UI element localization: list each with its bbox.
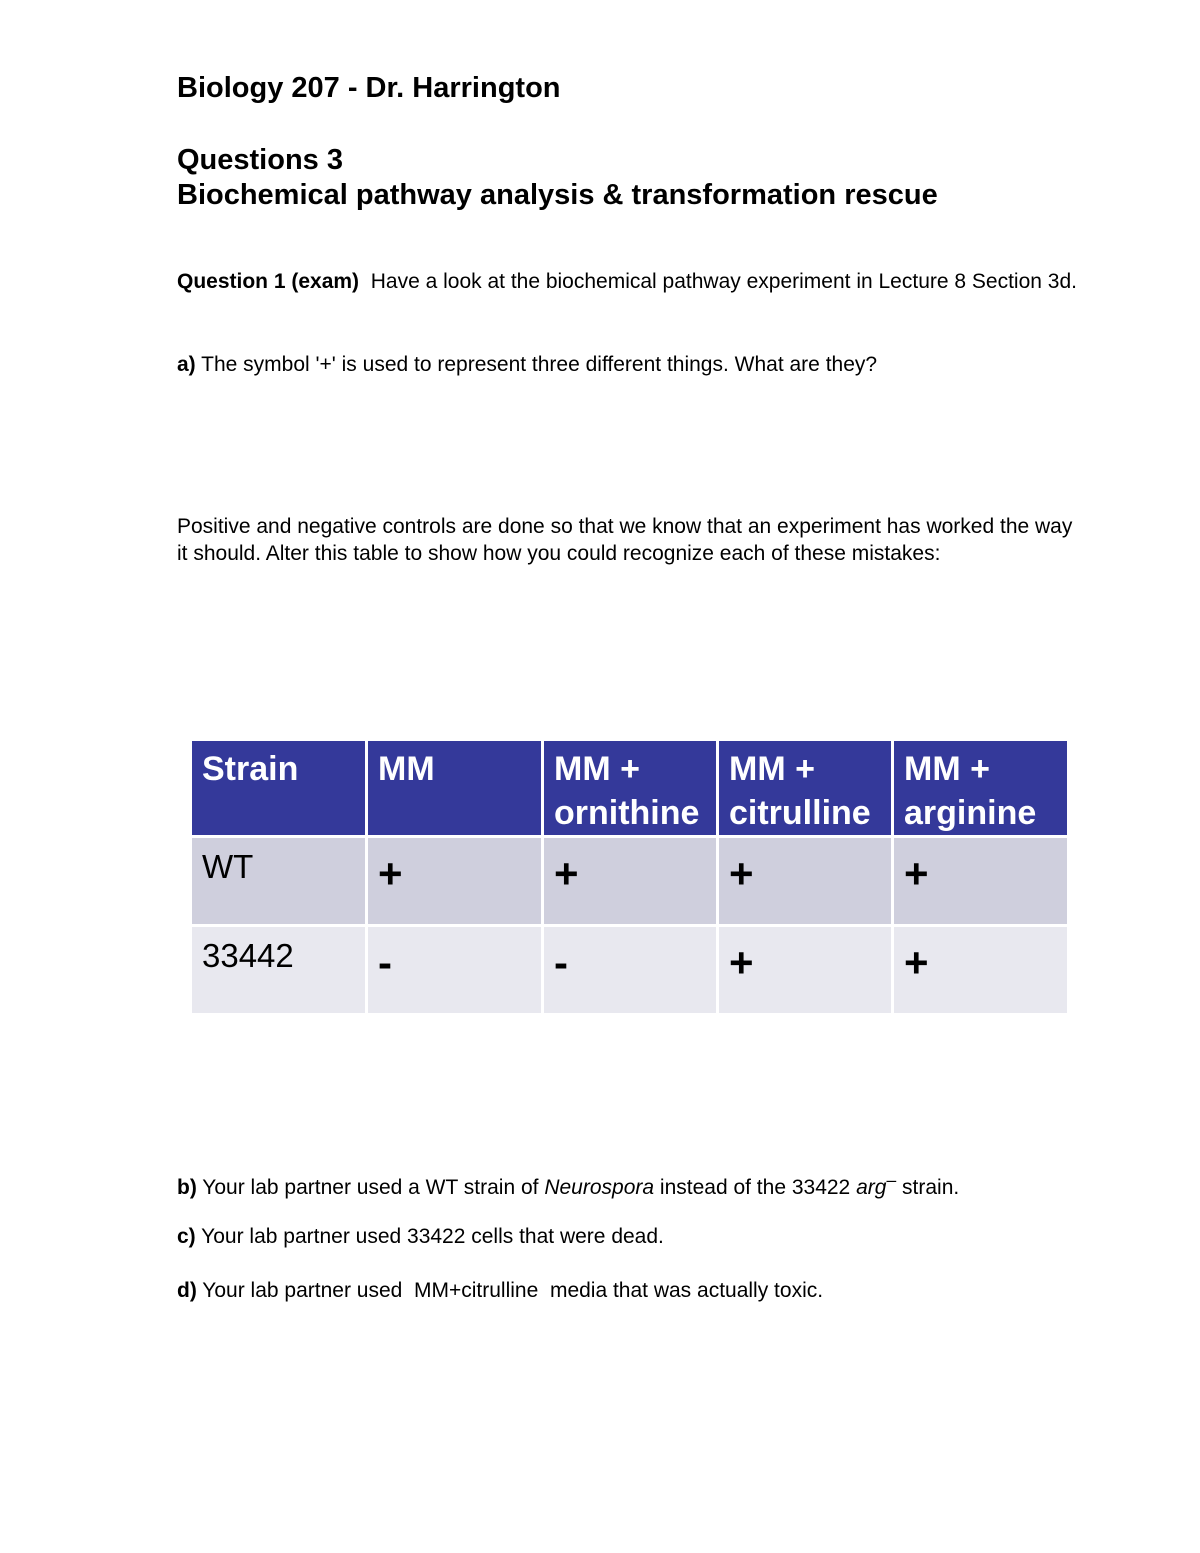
row-wt-strain: WT — [191, 837, 367, 926]
part-d-text: Your lab partner used MM+citrulline media that was actually toxic. — [202, 1279, 824, 1302]
part-c — [177, 1223, 1077, 1250]
part-b-text-middle: instead of the 33422 — [659, 1176, 851, 1199]
part-b-text-before: Your lab partner used a WT strain of — [202, 1176, 539, 1199]
question-1-label: Question 1 (exam) — [177, 270, 360, 293]
row-wt-citrulline: + — [718, 837, 893, 926]
results-table — [189, 738, 1070, 1016]
part-b-organism: Neurospora — [544, 1176, 655, 1199]
question-1 — [177, 268, 1077, 295]
header-mm: MM — [367, 740, 543, 837]
table-row — [191, 926, 1069, 1015]
row-wt-arginine: + — [893, 837, 1069, 926]
row-wt-ornithine: + — [543, 837, 718, 926]
row-mutant-strain: 33442 — [191, 926, 367, 1015]
part-a-label: a) — [177, 353, 196, 376]
header-mm-ornithine: MM + ornithine — [543, 740, 718, 837]
part-b-label: b) — [177, 1176, 197, 1199]
question-1-text: Have a look at the biochemical pathway experiment in Lecture 8 Section 3d. — [370, 270, 1077, 293]
part-c-text: Your lab partner used 33422 cells that were dead. — [201, 1225, 664, 1248]
controls-paragraph: Positive and negative controls are done so that we know that an experiment has worked the way it should. Alter this table to show how you could recognize each of these mistakes: — [177, 515, 1073, 565]
part-d — [177, 1277, 1077, 1304]
header-strain: Strain — [191, 740, 367, 837]
course-title: Biology 207 - Dr. Harrington — [177, 72, 561, 104]
part-b-genotype-sup: – — [886, 1170, 897, 1190]
question-set-title: Questions 3 — [177, 144, 343, 176]
part-b-text-after: strain. — [902, 1176, 960, 1199]
part-a-text: The symbol '+' is used to represent three different things. What are they? — [201, 353, 878, 376]
part-b — [177, 1167, 1077, 1201]
row-mutant-ornithine: - — [543, 926, 718, 1015]
part-b-genotype: arg — [856, 1176, 887, 1199]
row-wt-mm: + — [367, 837, 543, 926]
part-a — [177, 351, 1077, 378]
header-mm-citrulline: MM + citrulline — [718, 740, 893, 837]
table-row — [191, 837, 1069, 926]
row-mutant-arginine: + — [893, 926, 1069, 1015]
row-mutant-mm: - — [367, 926, 543, 1015]
row-mutant-citrulline: + — [718, 926, 893, 1015]
table-header-row — [191, 740, 1069, 837]
question-set-subtitle: Biochemical pathway analysis & transformation rescue — [177, 179, 938, 211]
header-mm-arginine: MM + arginine — [893, 740, 1069, 837]
part-c-label: c) — [177, 1225, 196, 1248]
part-d-label: d) — [177, 1279, 197, 1302]
